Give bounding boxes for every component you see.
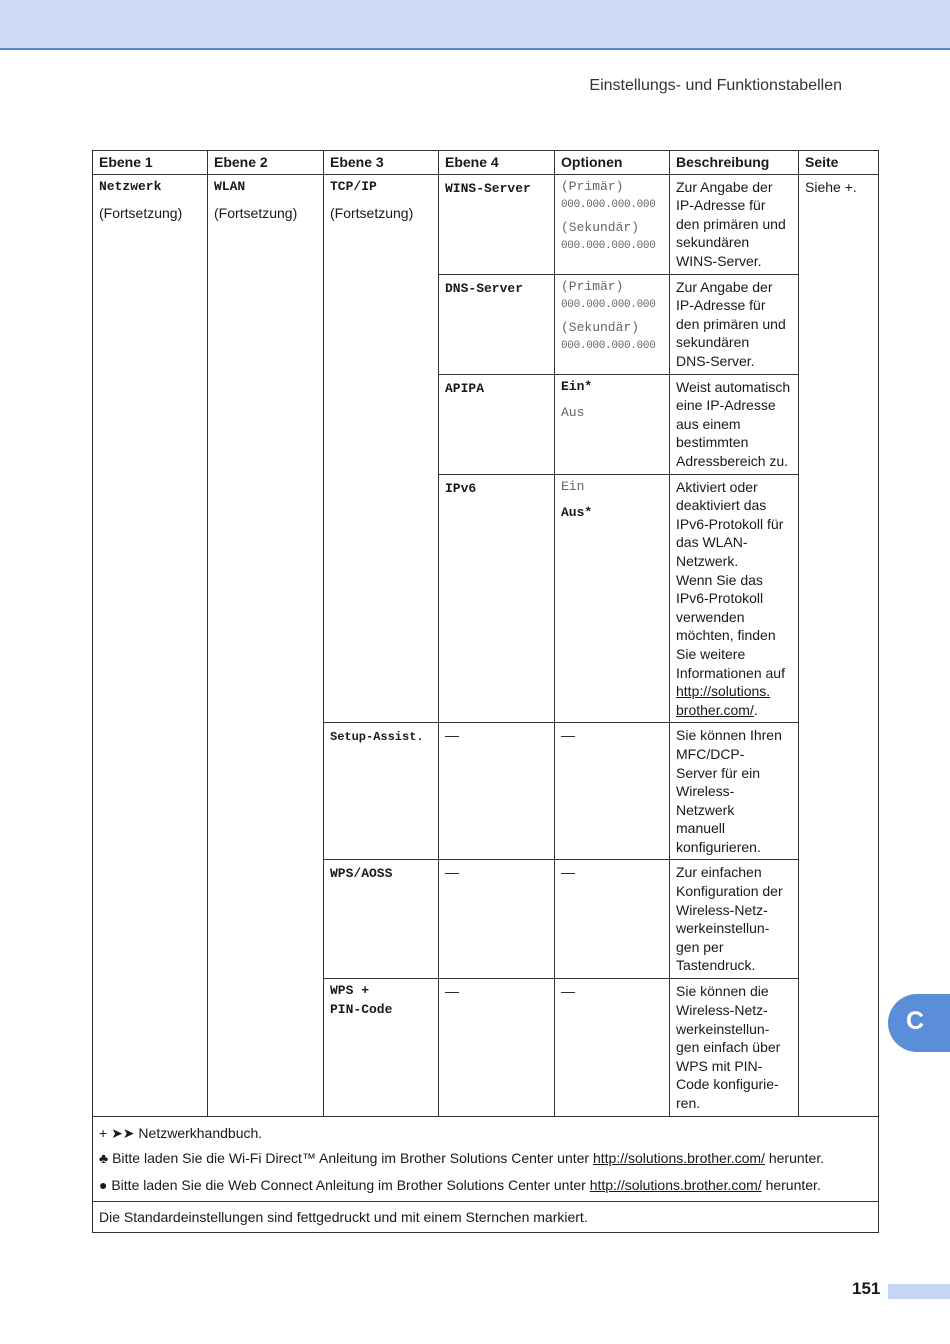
options-cell xyxy=(555,474,670,723)
column-header: Ebene 4 xyxy=(439,151,555,175)
desc-line: Netzwerk. xyxy=(676,552,739,569)
description-cell xyxy=(670,474,799,723)
level4-dash: — xyxy=(445,983,459,1000)
description-cell xyxy=(670,860,799,979)
level4-cell xyxy=(439,860,555,979)
level2-cell xyxy=(208,174,324,1117)
desc-line: Zur Angabe der xyxy=(676,278,773,295)
desc-line: Sie können die xyxy=(676,983,769,1000)
desc-line: ren. xyxy=(676,1095,701,1112)
level3-cell xyxy=(324,723,439,860)
option-label: (Sekundär) xyxy=(561,319,640,335)
link-tail: . xyxy=(753,701,758,718)
desc-line: möchten, finden xyxy=(676,627,776,644)
note-network-guide: + ➤➤ Netzwerkhandbuch. xyxy=(99,1125,263,1142)
desc-line: aus einem xyxy=(676,415,741,432)
option-default: Aus* xyxy=(561,505,593,521)
desc-line: Konfiguration der xyxy=(676,883,783,900)
solutions-link[interactable]: http://solutions. xyxy=(676,683,771,700)
desc-line: werkeinstellun- xyxy=(676,1020,770,1037)
option-dash: — xyxy=(561,727,575,744)
desc-line: IP-Adresse für xyxy=(676,197,766,214)
option-dash: — xyxy=(561,983,575,1000)
description-cell xyxy=(670,274,799,374)
level1-cell xyxy=(93,174,208,1117)
options-cell xyxy=(555,274,670,374)
level2-name: WLAN xyxy=(214,178,246,194)
desc-line: manuell xyxy=(676,820,726,837)
options-cell xyxy=(555,979,670,1117)
page-number: 151 xyxy=(852,1279,881,1298)
page-header-title: Einstellungs- und Funktionstabellen xyxy=(589,77,842,94)
settings-table xyxy=(92,150,879,1233)
column-header: Beschreibung xyxy=(670,151,799,175)
option-label: Aus xyxy=(561,405,585,421)
level4-dash: — xyxy=(445,864,459,881)
column-header: Optionen xyxy=(555,151,670,175)
option-label: (Primär) xyxy=(561,178,624,194)
notes-cell xyxy=(93,1117,879,1202)
option-default: Ein* xyxy=(561,378,593,394)
note-wifi-direct xyxy=(99,1144,872,1172)
desc-line: Netzwerk xyxy=(676,801,735,818)
desc-line: sekundären xyxy=(676,234,750,251)
level3-name: TCP/IP xyxy=(330,178,377,194)
note-text: ♣ Bitte laden Sie die Wi-Fi Direct™ Anleitung im Brother Solutions Center unter xyxy=(99,1150,593,1167)
desc-line: Tastendruck. xyxy=(676,957,756,974)
level3-cell xyxy=(324,860,439,979)
desc-line: das WLAN- xyxy=(676,534,748,551)
description-cell xyxy=(670,723,799,860)
level3-cell xyxy=(324,174,439,723)
level4-name: WINS-Server xyxy=(445,180,531,196)
desc-line: gen einfach über xyxy=(676,1039,781,1056)
column-header: Ebene 1 xyxy=(93,151,208,175)
desc-line: Code konfigurie- xyxy=(676,1076,779,1093)
desc-line: Wireless-Netz- xyxy=(676,1002,768,1019)
option-ip: 000.000.000.000 xyxy=(561,340,656,353)
level4-cell xyxy=(439,174,555,274)
column-header: Ebene 3 xyxy=(324,151,439,175)
note-web-connect xyxy=(99,1172,872,1198)
options-cell xyxy=(555,374,670,474)
desc-line: den primären und xyxy=(676,315,786,332)
option-label: Ein xyxy=(561,478,585,494)
desc-line: Wenn Sie das xyxy=(676,571,763,588)
table-header-row xyxy=(93,151,879,175)
option-ip: 000.000.000.000 xyxy=(561,299,656,312)
level4-cell xyxy=(439,274,555,374)
desc-line: DNS-Server. xyxy=(676,352,755,369)
desc-line: Weist automatisch xyxy=(676,378,791,395)
level4-name: IPv6 xyxy=(445,480,477,496)
page-ref: Siehe +. xyxy=(805,178,857,195)
desc-line: WPS mit PIN- xyxy=(676,1057,763,1074)
desc-line: werkeinstellun- xyxy=(676,920,770,937)
appendix-letter: C xyxy=(906,1007,925,1035)
desc-line: IPv6-Protokoll xyxy=(676,590,764,607)
desc-line: Informationen auf xyxy=(676,664,785,681)
level1-name: Netzwerk xyxy=(99,178,162,194)
desc-line: verwenden xyxy=(676,608,745,625)
desc-line: konfigurieren. xyxy=(676,838,761,855)
desc-line: WINS-Server. xyxy=(676,252,762,269)
description-cell xyxy=(670,374,799,474)
level4-dash: — xyxy=(445,727,459,744)
table-row xyxy=(93,174,879,274)
option-ip: 000.000.000.000 xyxy=(561,240,656,253)
desc-line: IPv6-Protokoll für xyxy=(676,515,784,532)
desc-line: sekundären xyxy=(676,334,750,351)
page-cell xyxy=(799,174,879,1117)
desc-line: gen per xyxy=(676,938,724,955)
description-cell xyxy=(670,174,799,274)
column-header: Seite xyxy=(799,151,879,175)
level3-name: WPS + xyxy=(330,983,370,999)
options-cell xyxy=(555,723,670,860)
notes-row xyxy=(93,1117,879,1202)
level4-name: DNS-Server xyxy=(445,280,524,296)
top-band xyxy=(0,0,950,50)
level4-cell xyxy=(439,374,555,474)
desc-line: bestimmten xyxy=(676,434,749,451)
desc-line: Sie können Ihren xyxy=(676,727,782,744)
desc-line: Server für ein xyxy=(676,764,761,781)
level3-name: PIN-Code xyxy=(330,1002,393,1018)
level3-name: Setup-Assist. xyxy=(330,730,424,745)
level3-name: WPS/AOSS xyxy=(330,866,393,882)
options-cell xyxy=(555,174,670,274)
level4-cell xyxy=(439,723,555,860)
level3-cell xyxy=(324,979,439,1117)
desc-line: Sie weitere xyxy=(676,645,746,662)
desc-line: deaktiviert das xyxy=(676,497,767,514)
defaults-cell: Die Standardeinstellungen sind fettgedruckt und mit einem Sternchen markiert. xyxy=(93,1202,879,1233)
level4-cell xyxy=(439,474,555,723)
desc-line: den primären und xyxy=(676,215,786,232)
level3-cont: (Fortsetzung) xyxy=(330,205,414,222)
appendix-tab xyxy=(888,994,950,1052)
page-number-band xyxy=(888,1284,950,1299)
level4-cell xyxy=(439,979,555,1117)
desc-line: Wireless-Netz- xyxy=(676,901,768,918)
option-label: (Primär) xyxy=(561,278,624,294)
level2-cont: (Fortsetzung) xyxy=(214,205,298,222)
desc-line: eine IP-Adresse xyxy=(676,397,776,414)
options-cell xyxy=(555,860,670,979)
defaults-row xyxy=(93,1202,879,1233)
description-cell xyxy=(670,979,799,1117)
solutions-link[interactable]: http://solutions.brother.com/ xyxy=(589,1177,762,1194)
level1-cont: (Fortsetzung) xyxy=(99,205,183,222)
note-text: herunter. xyxy=(764,1150,825,1167)
desc-line: Wireless- xyxy=(676,783,735,800)
column-header: Ebene 2 xyxy=(208,151,324,175)
desc-line: Zur Angabe der xyxy=(676,178,773,195)
note-text: ● Bitte laden Sie die Web Connect Anleitung im Brother Solutions Center unter xyxy=(99,1177,590,1194)
desc-line: Zur einfachen xyxy=(676,864,762,881)
desc-line: Adressbereich zu. xyxy=(676,452,789,469)
option-dash: — xyxy=(561,864,575,881)
note-text: herunter. xyxy=(761,1177,821,1194)
level4-name: APIPA xyxy=(445,380,485,396)
option-label: (Sekundär) xyxy=(561,219,640,235)
option-ip: 000.000.000.000 xyxy=(561,199,656,212)
desc-line: MFC/DCP- xyxy=(676,745,745,762)
solutions-link[interactable]: http://solutions.brother.com/ xyxy=(592,1150,765,1167)
desc-line: Aktiviert oder xyxy=(676,478,758,495)
solutions-link[interactable]: brother.com/ xyxy=(676,701,754,718)
desc-line: IP-Adresse für xyxy=(676,297,766,314)
